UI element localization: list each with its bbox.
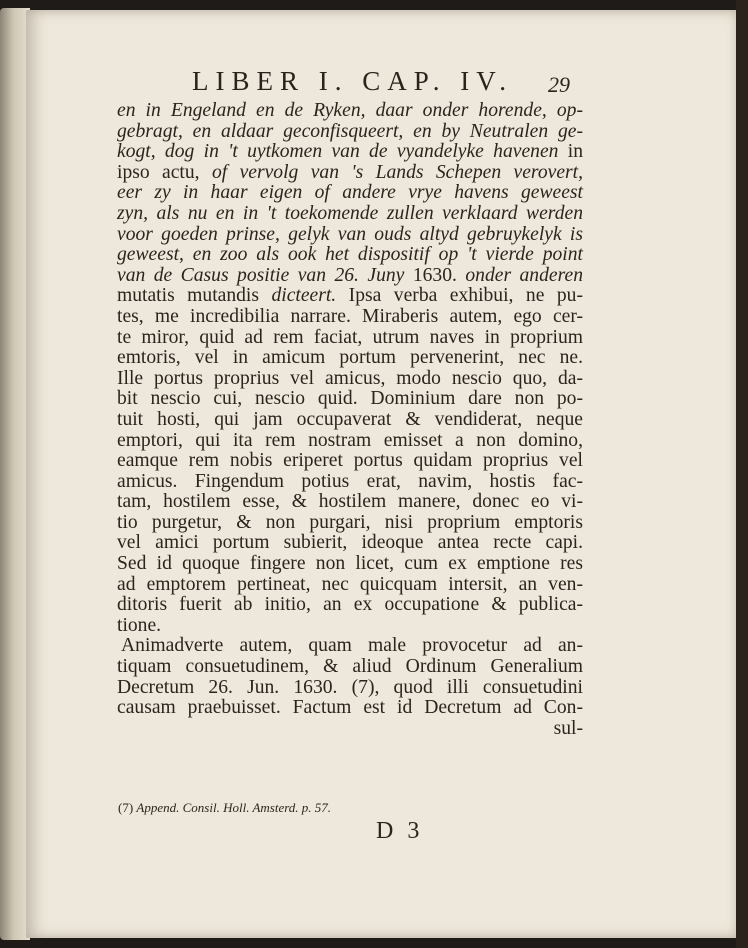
text-line: causam praebuisset. Factum est id Decretum ad Con- [117,697,583,719]
text-line [117,266,583,287]
text-line: emtoris, vel in amicum portum pervenerint, nec ne. [117,347,583,369]
text-line: eamque rem nobis eriperet portus quidam proprius vel [117,450,583,472]
footnote-text: Append. Consil. Holl. Amsterd. p. 57. [136,800,332,815]
text-line: tuit hosti, qui jam occupaverat & vendiderat, neque [117,408,583,430]
text-line [117,286,583,307]
footnote-marker: (7) [118,800,137,815]
text-line: en in Engeland en de Ryken, daar onder horende, op- [117,100,583,121]
text-segment: 1630. [412,264,466,286]
text-line: zyn, als nu en in 't toekomende zullen verklaard werden [117,202,583,224]
text-segment: van de Casus positie van 26. Juny [117,264,413,286]
footnote [118,800,331,816]
text-line: voor goeden prinse, gelyk van ouds altyd gebruykelyk is [117,223,583,245]
text-line: vel amici portum subierit, ideoque antea recte capi. [117,532,583,554]
text-line: ditoris fuerit ab initio, an ex occupatione & publica- [117,594,583,616]
text-line: Sed id quoque fingere non licet, cum ex emptione res [117,553,583,575]
text-line: tiquam consuetudinem, & aliud Ordinum Generalium [117,656,583,678]
text-line: Animadverte autem, quam male provocetur ad an- [121,635,583,657]
text-line: amicus. Fingendum potius erat, navim, hostis fac- [117,470,583,492]
catchword: sul- [553,717,583,739]
text-line [117,163,583,184]
text-segment: onder anderen [465,264,583,286]
text-line: geweest, en zoo als ook het dispositif op 't vierde point [117,244,583,266]
text-line: tione. [117,614,162,636]
text-segment: kogt, dog in 't uytkomen van de vyandelyke havenen [117,141,559,163]
text-segment: of vervolg van 's Lands Schepen verovert, [211,161,583,183]
text-segment: in [558,141,583,163]
text-line: Ille portus proprius vel amicus, modo nescio quo, da- [117,367,583,389]
page-number: 29 [548,72,570,97]
text-segment: mutatis mutandis [117,285,272,307]
text-segment: ipso actu, [117,161,212,183]
text-line: tam, hostilem esse, & hostilem manere, donec eo vi- [117,491,583,513]
text-line: te miror, quid ad rem faciat, utrum naves in proprium [117,326,583,348]
scan-border [736,0,748,948]
text-line: emptori, qui ita rem nostram emisset a non domino, [117,429,583,451]
text-line: tio purgetur, & non purgari, nisi proprium emptoris [117,511,583,533]
signature-mark: D 3 [376,818,424,844]
text-line: eer zy in haar eigen of andere vrye havens geweest [117,182,583,204]
text-line: Decretum 26. Jun. 1630. (7), quod illi consuetudini [117,676,583,698]
text-segment: dicteert. [271,285,337,307]
text-line: ad emptorem pertineat, nec quicquam intersit, an ven- [117,573,583,595]
text-line [117,142,583,163]
body-text [117,101,583,739]
text-line: gebragt, en aldaar geconfisqueert, en by Neutralen ge- [117,120,583,142]
text-line: bit nescio cui, nescio quid. Dominium dare non po- [117,388,583,410]
text-segment: Ipsa verba exhibui, ne pu- [336,285,583,307]
text-line: tes, me incredibilia narrare. Miraberis autem, ego cer- [117,305,583,327]
running-head: LIBER I. CAP. IV. [192,66,514,96]
